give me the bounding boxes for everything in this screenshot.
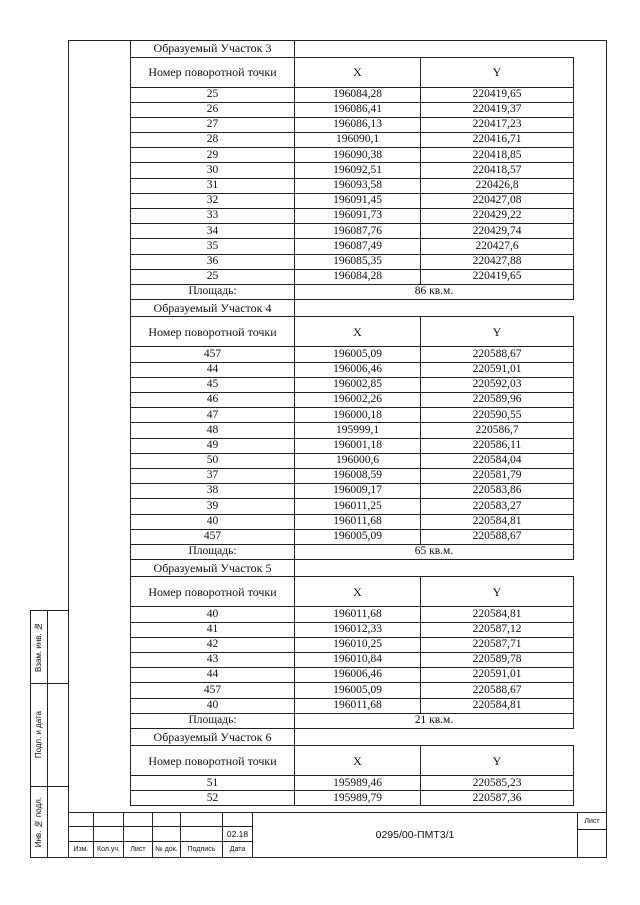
point-row: [130, 178, 574, 193]
point-row: [130, 117, 574, 132]
point-number: 38: [131, 484, 295, 498]
column-label-change: Изм.: [69, 842, 94, 857]
point-x: 196009,17: [295, 484, 421, 498]
point-number: 32: [131, 194, 295, 208]
point-row: [130, 422, 574, 437]
point-y: 220591,01: [421, 363, 574, 377]
point-row: [130, 87, 574, 102]
point-row: [130, 254, 574, 269]
point-x: 196085,35: [295, 255, 421, 269]
point-x: 196090,38: [295, 148, 421, 162]
coordinate-tables: [130, 40, 574, 806]
point-y: 220583,27: [421, 499, 574, 513]
point-number: 49: [131, 439, 295, 453]
point-number: 26: [131, 103, 295, 117]
point-y: 220584,81: [421, 699, 574, 713]
point-x: 196086,41: [295, 103, 421, 117]
point-y: 220592,03: [421, 378, 574, 392]
side-value-cell: [48, 611, 68, 683]
point-row: [130, 483, 574, 498]
point-x: 196001,18: [295, 439, 421, 453]
point-x: 196005,09: [295, 347, 421, 361]
plot-title-row: [130, 300, 574, 317]
point-y: 220419,37: [421, 103, 574, 117]
title-block: [69, 812, 606, 857]
point-number: 42: [131, 638, 295, 652]
point-number: 47: [131, 408, 295, 422]
point-x: 196012,33: [295, 623, 421, 637]
point-row: [130, 193, 574, 208]
point-y: 220591,01: [421, 668, 574, 682]
header-y: Y: [421, 317, 574, 346]
header-y: Y: [421, 746, 574, 775]
point-y: 220427,88: [421, 255, 574, 269]
point-y: 220588,67: [421, 530, 574, 544]
side-row-original-inventory: [31, 787, 68, 858]
point-y: 220585,23: [421, 776, 574, 790]
point-number: 33: [131, 209, 295, 223]
point-x: 195999,1: [295, 423, 421, 437]
revision-cell: [124, 813, 153, 827]
point-x: 196084,28: [295, 270, 421, 284]
point-y: 220584,81: [421, 515, 574, 529]
revision-cell: [124, 827, 153, 842]
point-row: [130, 346, 574, 361]
point-number: 34: [131, 224, 295, 238]
point-y: 220418,85: [421, 148, 574, 162]
point-row: [130, 208, 574, 223]
column-label-signature: Подпись: [181, 842, 223, 857]
point-number: 457: [131, 347, 295, 361]
point-y: 220416,71: [421, 133, 574, 147]
revision-cell: [69, 827, 94, 842]
point-x: 196087,76: [295, 224, 421, 238]
point-number: 52: [131, 791, 295, 805]
point-x: 196091,45: [295, 194, 421, 208]
header-row: [130, 576, 574, 606]
point-row: [130, 790, 574, 806]
point-y: 220587,12: [421, 623, 574, 637]
area-label: Площадь:: [131, 545, 295, 559]
point-y: 220589,96: [421, 393, 574, 407]
point-number: 45: [131, 378, 295, 392]
point-row: [130, 775, 574, 790]
point-row: [130, 392, 574, 407]
point-y: 220417,23: [421, 118, 574, 132]
point-number: 44: [131, 668, 295, 682]
point-row: [130, 223, 574, 238]
plot-title: Образуемый Участок 4: [131, 300, 295, 317]
point-number: 40: [131, 607, 295, 621]
point-row: [130, 622, 574, 637]
point-number: 43: [131, 653, 295, 667]
point-number: 37: [131, 469, 295, 483]
plot-section: [130, 729, 574, 807]
point-number: 28: [131, 133, 295, 147]
side-label-original-inventory: Инв. № подл.: [34, 796, 43, 848]
point-x: 196093,58: [295, 179, 421, 193]
plot-title-row: [130, 40, 574, 57]
side-stamp: [30, 610, 68, 858]
point-row: [130, 637, 574, 652]
point-row: [130, 162, 574, 177]
revision-table: [69, 813, 253, 857]
side-value-cell: [48, 684, 68, 786]
side-label-cell: [31, 684, 48, 786]
header-x: X: [295, 317, 421, 346]
point-x: 195989,46: [295, 776, 421, 790]
point-number: 31: [131, 179, 295, 193]
header-row: [130, 745, 574, 775]
point-x: 196011,68: [295, 607, 421, 621]
point-x: 196092,51: [295, 163, 421, 177]
point-row: [130, 667, 574, 682]
sheet-number-cell: [578, 830, 606, 857]
point-y: 220429,74: [421, 224, 574, 238]
point-number: 35: [131, 239, 295, 253]
point-y: 220419,65: [421, 88, 574, 102]
point-x: 196011,68: [295, 699, 421, 713]
point-x: 196086,13: [295, 118, 421, 132]
point-x: 196091,73: [295, 209, 421, 223]
point-number: 36: [131, 255, 295, 269]
header-x: X: [295, 577, 421, 606]
point-y: 220584,81: [421, 607, 574, 621]
point-y: 220588,67: [421, 683, 574, 697]
revision-cell: [94, 827, 124, 842]
point-row: [130, 377, 574, 392]
point-number: 39: [131, 499, 295, 513]
point-row: [130, 498, 574, 513]
point-row: [130, 407, 574, 422]
point-number: 27: [131, 118, 295, 132]
column-label-sheet: Лист: [124, 842, 153, 857]
area-row: [130, 284, 574, 300]
revision-cell: [153, 813, 181, 827]
header-point-number: Номер поворотной точки: [131, 58, 295, 87]
point-y: 220427,08: [421, 194, 574, 208]
point-number: 40: [131, 515, 295, 529]
revision-cell: [181, 813, 223, 827]
point-number: 29: [131, 148, 295, 162]
revision-cell: [223, 813, 253, 827]
point-x: 196005,09: [295, 530, 421, 544]
point-row: [130, 682, 574, 697]
header-point-number: Номер поворотной точки: [131, 746, 295, 775]
point-number: 46: [131, 393, 295, 407]
point-y: 220586,7: [421, 423, 574, 437]
point-y: 220583,86: [421, 484, 574, 498]
side-row-signature-date: [31, 684, 68, 787]
plot-title-row: [130, 560, 574, 577]
point-y: 220588,67: [421, 347, 574, 361]
document-code: 0295/00-ПМТ3/1: [375, 829, 455, 841]
sheet-label: Лист: [578, 813, 606, 830]
point-x: 196010,84: [295, 653, 421, 667]
header-y: Y: [421, 577, 574, 606]
point-row: [130, 147, 574, 162]
point-number: 40: [131, 699, 295, 713]
revision-cell: [94, 813, 124, 827]
point-y: 220590,55: [421, 408, 574, 422]
header-point-number: Номер поворотной точки: [131, 577, 295, 606]
plot-section: [130, 40, 574, 300]
point-x: 196008,59: [295, 469, 421, 483]
point-number: 44: [131, 363, 295, 377]
point-x: 196002,26: [295, 393, 421, 407]
header-row: [130, 57, 574, 87]
point-x: 196011,25: [295, 499, 421, 513]
point-row: [130, 102, 574, 117]
point-x: 196005,09: [295, 683, 421, 697]
point-x: 196000,18: [295, 408, 421, 422]
point-y: 220418,57: [421, 163, 574, 177]
point-x: 195989,79: [295, 791, 421, 805]
point-y: 220581,79: [421, 469, 574, 483]
point-row: [130, 453, 574, 468]
point-row: [130, 606, 574, 621]
point-y: 220584,04: [421, 454, 574, 468]
point-x: 196010,25: [295, 638, 421, 652]
plot-title: Образуемый Участок 5: [131, 560, 295, 577]
point-x: 196000,6: [295, 454, 421, 468]
area-value: 86 кв.м.: [295, 285, 574, 299]
point-row: [130, 269, 574, 284]
header-row: [130, 316, 574, 346]
point-row: [130, 529, 574, 544]
point-row: [130, 468, 574, 483]
side-value-cell: [48, 787, 68, 857]
side-label-cell: [31, 787, 48, 857]
point-x: 196090,1: [295, 133, 421, 147]
area-value: 65 кв.м.: [295, 545, 574, 559]
point-x: 196087,49: [295, 239, 421, 253]
column-label-date: Дата: [223, 842, 253, 857]
revision-cell: [69, 813, 94, 827]
point-x: 196011,68: [295, 515, 421, 529]
sheet-cell: [578, 813, 606, 857]
point-number: 30: [131, 163, 295, 177]
area-row: [130, 713, 574, 729]
column-label-doc-number: № док.: [153, 842, 181, 857]
point-number: 457: [131, 683, 295, 697]
plot-title: Образуемый Участок 6: [131, 729, 295, 746]
point-number: 25: [131, 88, 295, 102]
area-value: 21 кв.м.: [295, 714, 574, 728]
point-row: [130, 652, 574, 667]
revision-date: 02.18: [223, 827, 253, 842]
point-x: 196006,46: [295, 363, 421, 377]
point-number: 48: [131, 423, 295, 437]
point-x: 196084,28: [295, 88, 421, 102]
point-y: 220429,22: [421, 209, 574, 223]
area-label: Площадь:: [131, 285, 295, 299]
point-number: 41: [131, 623, 295, 637]
plot-section: [130, 300, 574, 560]
point-x: 196006,46: [295, 668, 421, 682]
point-number: 50: [131, 454, 295, 468]
point-row: [130, 238, 574, 253]
header-x: X: [295, 58, 421, 87]
revision-cell: [181, 827, 223, 842]
side-label-replacement-inventory: Взам. инв. №: [34, 622, 43, 672]
area-label: Площадь:: [131, 714, 295, 728]
point-y: 220589,78: [421, 653, 574, 667]
header-x: X: [295, 746, 421, 775]
point-number: 457: [131, 530, 295, 544]
side-label-signature-date: Подп. и дата: [34, 711, 43, 759]
header-y: Y: [421, 58, 574, 87]
point-row: [130, 132, 574, 147]
point-number: 25: [131, 270, 295, 284]
point-y: 220586,11: [421, 439, 574, 453]
document-code-cell: [253, 813, 578, 857]
column-label-count: Кол.уч.: [94, 842, 124, 857]
point-y: 220427,6: [421, 239, 574, 253]
point-y: 220587,71: [421, 638, 574, 652]
area-row: [130, 544, 574, 560]
point-row: [130, 514, 574, 529]
side-row-replacement-inventory: [31, 611, 68, 684]
plot-title-row: [130, 729, 574, 746]
point-x: 196002,85: [295, 378, 421, 392]
side-label-cell: [31, 611, 48, 683]
header-point-number: Номер поворотной точки: [131, 317, 295, 346]
plot-title: Образуемый Участок 3: [131, 40, 295, 57]
point-y: 220587,36: [421, 791, 574, 805]
point-row: [130, 362, 574, 377]
plot-section: [130, 560, 574, 729]
revision-cell: [153, 827, 181, 842]
point-y: 220419,65: [421, 270, 574, 284]
point-number: 51: [131, 776, 295, 790]
point-row: [130, 438, 574, 453]
point-y: 220426,8: [421, 179, 574, 193]
point-row: [130, 698, 574, 713]
